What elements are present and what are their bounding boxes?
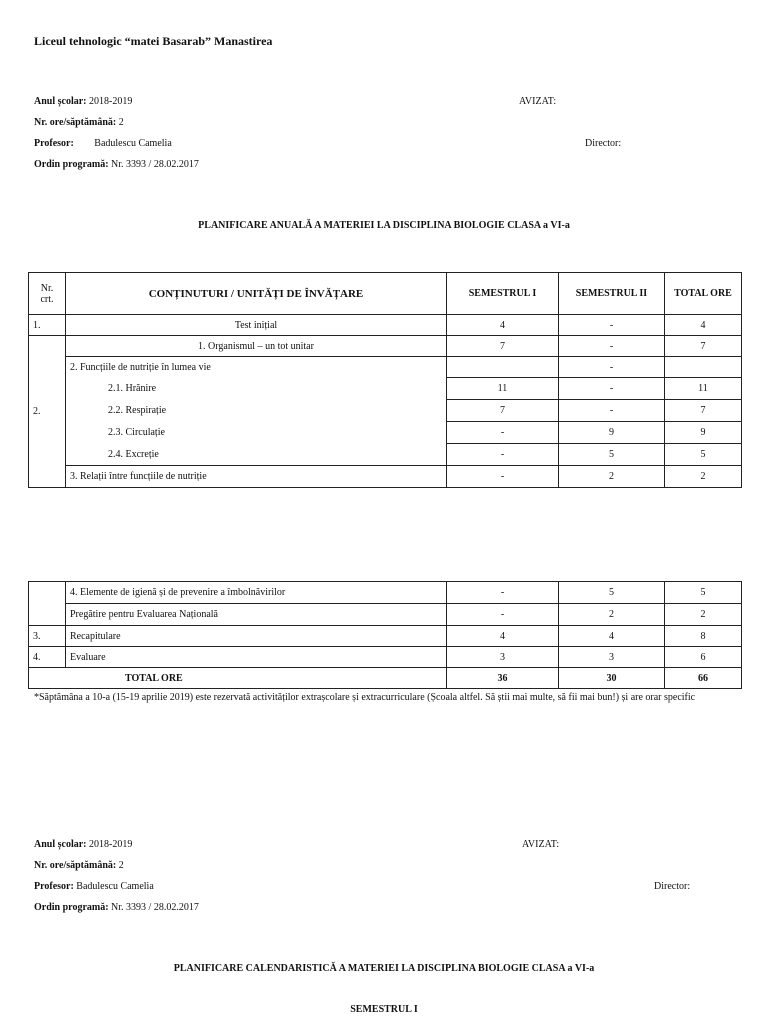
footnote: *Săptămâna a 10-a (15-19 aprilie 2019) este rezervată activităților extrașcolare și extracurriculare (Școala altfel. Să știi mai multe, să fii mai bun!) și are orar specific	[34, 692, 696, 703]
table-row	[29, 647, 742, 668]
weekly-hours	[34, 117, 124, 128]
teacher	[34, 138, 172, 149]
teacher-label: Profesor:	[34, 138, 74, 149]
table-row	[29, 400, 742, 422]
row-content: 2. Funcțiile de nutriție în lumea vie	[66, 357, 447, 378]
row-sem1: -	[447, 582, 559, 604]
row-sem2: 3	[559, 647, 665, 668]
row-content: 2.1. Hrănire	[66, 378, 447, 400]
row-content: Evaluare	[66, 647, 447, 668]
header-nr: Nr. crt.	[29, 273, 66, 315]
weekly-hours-label: Nr. ore/săptămână:	[34, 117, 117, 128]
director-label-2: Director:	[654, 881, 691, 892]
table-row	[29, 444, 742, 466]
table-row	[29, 626, 742, 647]
row-sem1: 7	[447, 336, 559, 357]
row-sem2: -	[559, 400, 665, 422]
row-content: 1. Organismul – un tot unitar	[66, 336, 447, 357]
row-total: 7	[665, 336, 742, 357]
teacher-value: Badulescu Camelia	[76, 881, 154, 892]
weekly-hours-label: Nr. ore/săptămână:	[34, 860, 117, 871]
program-order-value: Nr. 3393 / 28.02.2017	[111, 159, 199, 170]
annual-plan-table	[28, 272, 742, 488]
school-name: Liceul tehnologic “matei Basarab” Manastirea	[34, 34, 273, 48]
row-nr	[29, 582, 66, 626]
row-content: Recapitulare	[66, 626, 447, 647]
row-nr: 3.	[29, 626, 66, 647]
row-content: 2.3. Circulație	[66, 422, 447, 444]
header-content: CONȚINUTURI / UNITĂȚI DE ÎNVĂȚARE	[66, 273, 447, 315]
row-sem1: -	[447, 422, 559, 444]
row-total: 5	[665, 444, 742, 466]
row-sem1: -	[447, 444, 559, 466]
row-sem1: -	[447, 604, 559, 626]
table-header-row	[29, 273, 742, 315]
weekly-hours-2	[34, 860, 124, 871]
total-all: 66	[665, 668, 742, 689]
row-sem2: 4	[559, 626, 665, 647]
avizat-label-2: AVIZAT:	[522, 839, 560, 850]
school-year-label: Anul școlar:	[34, 96, 87, 107]
row-total: 8	[665, 626, 742, 647]
row-sem1: 7	[447, 400, 559, 422]
row-sem2: 2	[559, 604, 665, 626]
table-row	[29, 422, 742, 444]
program-order-label: Ordin programă:	[34, 902, 109, 913]
table-row	[29, 582, 742, 604]
header-total: TOTAL ORE	[665, 273, 742, 315]
row-total	[665, 357, 742, 378]
total-sem2: 30	[559, 668, 665, 689]
teacher-label: Profesor:	[34, 881, 74, 892]
row-sem2: 2	[559, 466, 665, 488]
school-year-label: Anul școlar:	[34, 839, 87, 850]
school-year-value: 2018-2019	[89, 839, 133, 850]
row-nr: 2.	[29, 336, 66, 488]
program-order	[34, 159, 199, 170]
row-sem1: 4	[447, 315, 559, 336]
table-row	[29, 315, 742, 336]
row-content: Pregătire pentru Evaluarea Națională	[66, 604, 447, 626]
row-total: 11	[665, 378, 742, 400]
row-sem1: 3	[447, 647, 559, 668]
row-sem2: -	[559, 378, 665, 400]
row-content: 2.2. Respirație	[66, 400, 447, 422]
total-row	[29, 668, 742, 689]
program-order-value: Nr. 3393 / 28.02.2017	[111, 902, 199, 913]
row-total: 2	[665, 604, 742, 626]
total-sem1: 36	[447, 668, 559, 689]
row-sem2: 5	[559, 444, 665, 466]
semester-heading: SEMESTRUL I	[350, 1004, 418, 1015]
row-content: 3. Relații între funcțiile de nutriție	[66, 466, 447, 488]
annual-plan-table-continued	[28, 581, 742, 689]
row-total: 5	[665, 582, 742, 604]
program-order-label: Ordin programă:	[34, 159, 109, 170]
row-total: 4	[665, 315, 742, 336]
row-sem1: -	[447, 466, 559, 488]
annual-plan-title: PLANIFICARE ANUALĂ A MATERIEI LA DISCIPLINA BIOLOGIE CLASA a VI-a	[198, 220, 570, 231]
row-nr: 1.	[29, 315, 66, 336]
table-row	[29, 466, 742, 488]
row-sem2: 9	[559, 422, 665, 444]
row-total: 2	[665, 466, 742, 488]
calendar-plan-title: PLANIFICARE CALENDARISTICĂ A MATERIEI LA DISCIPLINA BIOLOGIE CLASA a VI-a	[173, 963, 595, 974]
table-row	[29, 336, 742, 357]
row-sem2: 5	[559, 582, 665, 604]
header-sem2: SEMESTRUL II	[559, 273, 665, 315]
row-sem2: -	[559, 357, 665, 378]
program-order-2	[34, 902, 199, 913]
row-content: Test inițial	[66, 315, 447, 336]
row-total: 6	[665, 647, 742, 668]
row-sem1: 11	[447, 378, 559, 400]
weekly-hours-value: 2	[118, 117, 124, 128]
teacher-2	[34, 881, 154, 892]
total-label: TOTAL ORE	[29, 668, 447, 689]
avizat-label: AVIZAT:	[519, 96, 557, 107]
row-content: 4. Elemente de igienă și de prevenire a îmbolnăvirilor	[66, 582, 447, 604]
table-row	[29, 378, 742, 400]
table-row	[29, 604, 742, 626]
row-nr: 4.	[29, 647, 66, 668]
row-sem2: -	[559, 315, 665, 336]
weekly-hours-value: 2	[118, 860, 124, 871]
row-total: 7	[665, 400, 742, 422]
director-label: Director:	[585, 138, 622, 149]
row-sem1: 4	[447, 626, 559, 647]
school-year	[34, 96, 132, 107]
school-year-2	[34, 839, 132, 850]
header-sem1: SEMESTRUL I	[447, 273, 559, 315]
row-sem1	[447, 357, 559, 378]
teacher-value: Badulescu Camelia	[94, 138, 172, 149]
school-year-value: 2018-2019	[89, 96, 133, 107]
row-total: 9	[665, 422, 742, 444]
row-content: 2.4. Excreție	[66, 444, 447, 466]
row-sem2: -	[559, 336, 665, 357]
table-row	[29, 357, 742, 378]
